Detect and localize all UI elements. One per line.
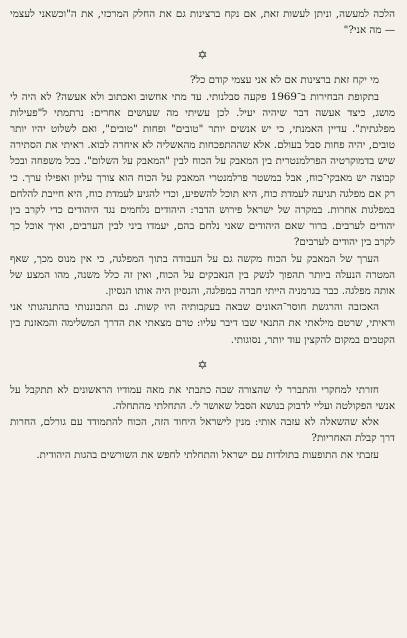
paragraph: עזבתי את התופעות בתולדות עם ישראל והתחלתי לחפש את השורשים בהגות היהודית.: [36, 448, 379, 461]
section-divider: [10, 38, 395, 72]
star-of-david-icon: ✡: [197, 357, 208, 372]
paragraph: הערך של המאבק על הכוח מקשה גם על העבודה בתוך המפלגה, כי אין מנוס מכך, שאף המטרה הנעלה ביותר תהפוך לנשק בין הנאבקים על הכוח, ואין זה כלל משנה, מהו המצע של אותה מפלגה. כבר בגרמניה הייתי חברה במפלגה, והנסיון היה אותו הנסיון.: [10, 252, 395, 298]
middle-section: [10, 72, 395, 347]
paragraph: מי יקח זאת ברצינות אם לא אני עצמי קודם כל?: [189, 74, 379, 87]
paragraph: אלא שהשאלה לא עזבה אותי: מנין לישראל היחוד הזה, הכוח להתמודד עם גורלם, החרות דרך קבלת האחריות?: [10, 416, 395, 445]
paragraph: בתקופת הבחירות ב־1969 פקעה סבלנותי. עד מתי אחשוב ואכתוב ולא אעשה? לא היה לי מושג, כיצד אעשה דבר שיהיה יעיל. לכן עשיתי מה שעושים אחרים: נרתמתי ל"פעילות מפלגתית". עדיין האמנתי, כי יש אנשים יותר "טובים" ופחות "טובים", ואם לשלוט יהיו יותר טובים, יהיה פחות סבל בעולם. אלא שההתפכחות מהאשליה לא איחרה לבוא. ראיתי את הסתירה שיש בדמוקרטיה הפרלמנטרית בין המאבק על הכוח לבין "המאבק על השלום". בכל משפחה ובכל קבוצה יש מאבקי־כוח, אבל במשטר פרלמנטרי המאבק על הכוח הוא צורך עליון ואפילו ערך. כי רק אם מפלגה תגיעה לעמדת כוח, היא תוכל להשפיע, וכדי להגיע לעמדת כוח, היא חייבת להלחם במפלגות אחרות. במקרה של ישראל פירוש הדבר: היהודים נלחמים נגד היהודים כדי לקרב בין יהודים לערבים. ברור שאם היהודים שאני נלחם בהם, יעמדו ביני לבין הערבים, ואיך אוכל כך לקרב בין יהודים לערבים?: [10, 90, 395, 249]
star-of-david-icon: ✡: [197, 48, 208, 63]
paragraph: הלכה למעשה, וניתן לעשות זאת, אם נקח ברצינות גם את החלק המרכזי, את ה"וכשאני לעצמי — מה אני?": [10, 8, 395, 37]
section-divider: [10, 348, 395, 382]
bottom-section: [10, 382, 395, 463]
paragraph: חזרתי למחקרי והתברר לי שהצורה שבה כתבתי את מאה עמודיו הראשונים לא תתקבל על אנשי הפקולטה ועליי לדבוק בנושא הסבל שאושר לי. התחלתי מהתחלה.: [10, 383, 395, 413]
top-section: [10, 6, 395, 38]
paragraph: האכזבה והרגשת חוסר־האונים שבאה בעקבותיה היו קשות. גם התבוננותי בהתנהגותי אני וראיתי, שרטם מילאתי את התנאי שבו דיבר עליו: טרם מצאתי את הדרך המשלימה והמאזנת בין הקטבים במקום להקצין עוד יותר, נסוגותי.: [10, 301, 395, 346]
